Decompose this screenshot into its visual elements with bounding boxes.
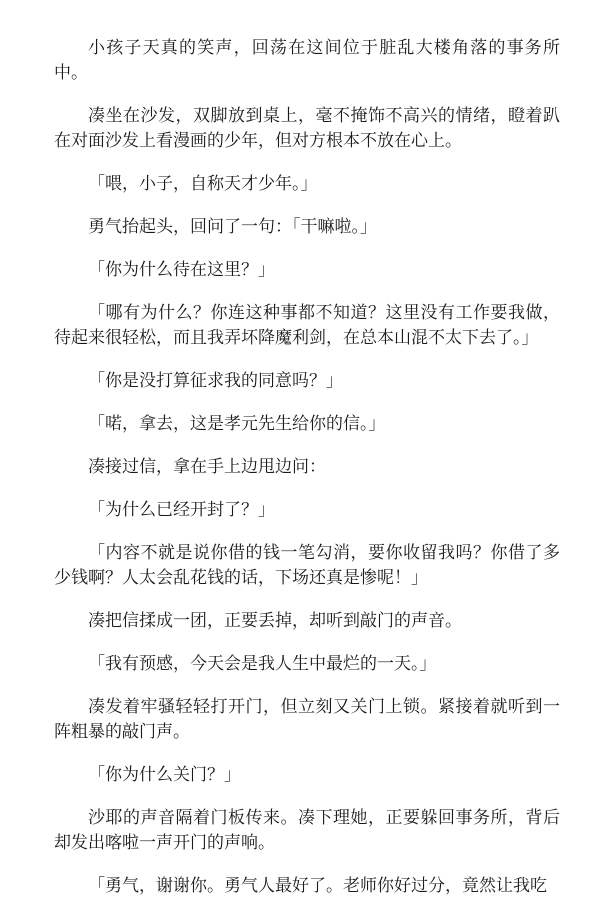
paragraph-15: 「你为什么关门？」 [88, 765, 241, 785]
paragraph-7: 「你是没打算征求我的同意吗？」 [88, 371, 343, 391]
paragraph-16: 沙耶的声音隔着门板传来。凑下理她，正要躲回事务所，背后却发出喀啦一声开门的声响。 [54, 808, 560, 853]
paragraph-8: 「喏，拿去，这是孝元先生给你的信。」 [88, 414, 386, 434]
paragraph-17: 「勇气，谢谢你。勇气人最好了。老师你好过分，竟然让我吃 [88, 876, 547, 896]
paragraph-1: 小孩子天真的笑声，回荡在这间位于脏乱大楼角落的事务所中。 [54, 38, 560, 83]
paragraph-2: 凑坐在沙发，双脚放到桌上，毫不掩饰不高兴的情绪，瞪着趴在对面沙发上看漫画的少年，但对方根本不放在心上。 [54, 106, 560, 151]
paragraph-10: 「为什么已经开封了？」 [88, 500, 275, 520]
paragraph-5: 「你为什么待在这里？」 [88, 260, 275, 280]
paragraph-13: 「我有预感，今天会是我人生中最烂的一天。」 [88, 654, 437, 674]
paragraph-6: 「哪有为什么？你连这种事都不知道？这里没有工作要我做，待起来很轻松，而且我弄坏降魔利剑，在总本山混不太下去了。」 [54, 303, 560, 348]
paragraph-4: 勇气抬起头，回问了一句：「干嘛啦。」 [88, 217, 377, 237]
paragraph-14: 凑发着牢骚轻轻打开门，但立刻又关门上锁。紧接着就听到一阵粗暴的敲门声。 [54, 697, 560, 742]
text-column [54, 36, 560, 917]
paragraph-3: 「喂，小子，自称天才少年。」 [88, 174, 318, 194]
paragraph-11: 「内容不就是说你借的钱一笔勾消，要你收留我吗？你借了多少钱啊？人太会乱花钱的话，下场还真是惨呢！」 [54, 543, 560, 588]
paragraph-12: 凑把信揉成一团，正要丢掉，却听到敲门的声音。 [88, 611, 462, 631]
paragraph-9: 凑接过信，拿在手上边甩边问： [88, 457, 326, 477]
